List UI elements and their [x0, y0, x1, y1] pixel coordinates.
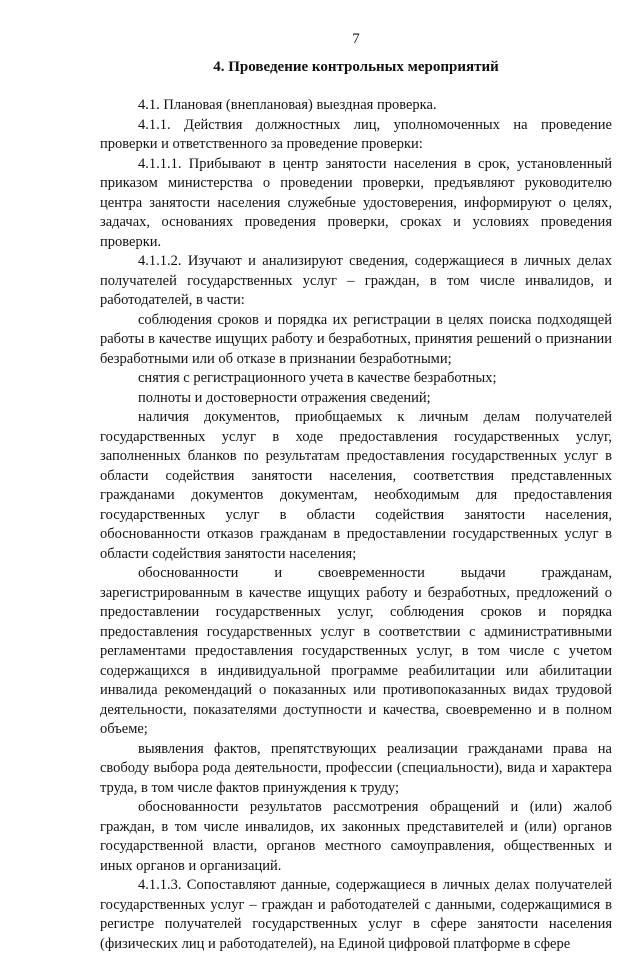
- paragraph: 4.1.1.1. Прибывают в центр занятости населения в срок, установленный приказом министерства о проведении проверки, предъявляют руководителю центра занятости населения служебные удостоверения, информируют о целях, задачах, основаниях проведения проверки, сроках и условиях проведения проверки.: [100, 155, 612, 250]
- paragraph: обоснованности и своевременности выдачи гражданам, зарегистрированным в качестве ищущих работу и безработных, предложений о предоставлении государственных услуг, соблюдения сроков и порядка предоставления государственных услуг в соответствии с административными регламентами предоставления государственных услуг, в том числе с учетом содержащихся в индивидуальной программе реабилитации или абилитации инвалида рекомендаций о показанных или противопоказанных видах трудовой деятельности, показателями доступности и качества, своевременно и в полном объеме;: [100, 565, 612, 737]
- paragraph: соблюдения сроков и порядка их регистрации в целях поиска подходящей работы в качестве ищущих работу и безработных, принятия решений о признании безработными или об отказе в признании безработными;: [100, 311, 612, 367]
- paragraph: снятия с регистрационного учета в качестве безработных;: [138, 370, 497, 386]
- page-number: 7: [352, 31, 360, 47]
- section-heading: 4. Проведение контрольных мероприятий: [213, 59, 499, 75]
- paragraph: обоснованности результатов рассмотрения обращений и (или) жалоб граждан, в том числе инвалидов, их законных представителей и (или) органов государственной власти, органов местного самоуправления, общественных и иных органов и организаций.: [100, 799, 612, 874]
- paragraph: 4.1.1. Действия должностных лиц, уполномоченных на проведение проверки и ответственного за проведение проверки:: [100, 116, 612, 152]
- paragraph: полноты и достоверности отражения сведений;: [138, 389, 431, 406]
- paragraph: наличия документов, приобщаемых к личным делам получателей государственных услуг в ходе предоставления государственных услуг, заполненных бланков по результатам предоставления государственных услуг в области содействия занятости населения, соответствия представленных гражданами документов документам, необходимым для предоставления государственных услуг в области содействия занятости населения, обоснованности отказов гражданам в предоставлении государственных услуг в области содействия занятости населения;: [100, 409, 612, 562]
- paragraph: 4.1.1.3. Сопоставляют данные, содержащиеся в личных делах получателей государственных услуг – граждан и работодателей с данными, содержащимися в регистре получателей государственных услуг в сфере занятости населения (физических лиц и работодателей), на Единой цифровой платформе в сфере: [100, 877, 612, 952]
- document-body: [100, 96, 612, 954]
- paragraph: выявления фактов, препятствующих реализации гражданами права на свободу выбора рода деятельности, профессии (специальности), вида и характера труда, в том числе фактов принуждения к труду;: [100, 740, 612, 796]
- paragraph: 4.1. Плановая (внеплановая) выездная проверка.: [138, 97, 437, 113]
- paragraph: 4.1.1.2. Изучают и анализируют сведения, содержащиеся в личных делах получателей государственных услуг – граждан, в том числе инвалидов, и работодателей, в части:: [100, 253, 612, 308]
